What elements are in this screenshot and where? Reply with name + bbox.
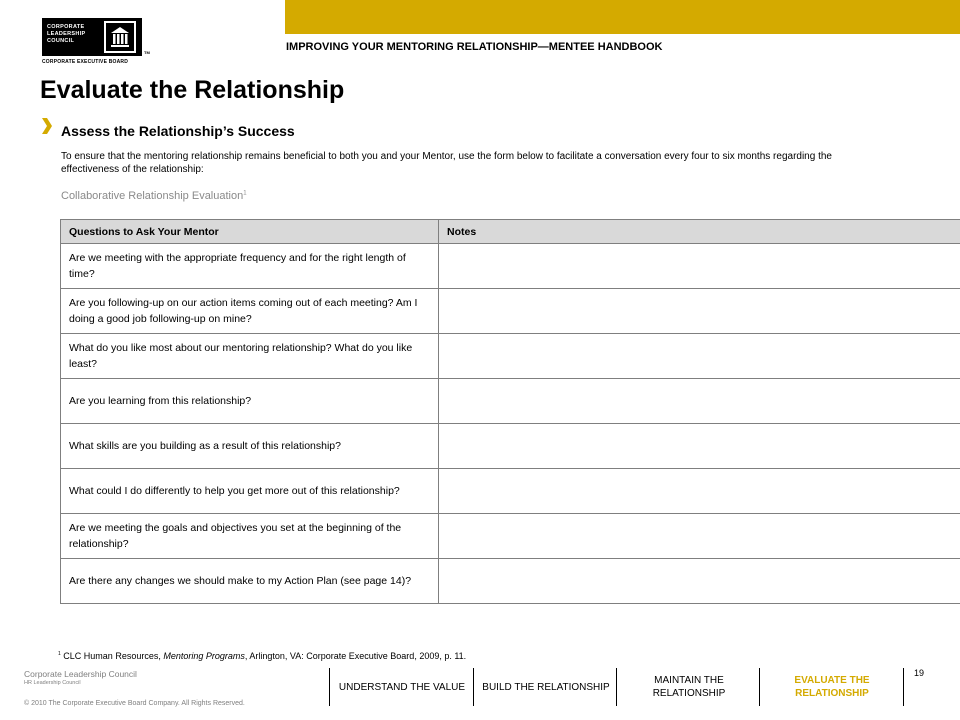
notes-cell[interactable]: [439, 289, 960, 334]
nav-maintain-the-relationship[interactable]: [616, 668, 761, 706]
logo-trademark: TM: [144, 50, 150, 55]
clc-logo: [42, 18, 152, 66]
footnote-prefix: CLC Human Resources,: [63, 651, 164, 661]
notes-cell[interactable]: [439, 334, 960, 379]
question-cell: Are we meeting the goals and objectives you set at the beginning of the relationship?: [61, 514, 439, 559]
chevron-right-icon: [40, 115, 54, 137]
logo-box: [42, 18, 142, 56]
footer-org-name: Corporate Leadership Council: [24, 669, 137, 679]
table-row: [61, 559, 960, 604]
question-cell: Are there any changes we should make to my Action Plan (see page 14)?: [61, 559, 439, 604]
evaluation-table: [60, 219, 960, 604]
logo-line: LEADERSHIP: [47, 31, 86, 37]
question-cell: What do you like most about our mentoring relationship? What do you like least?: [61, 334, 439, 379]
evaluation-title-text: Collaborative Relationship Evaluation: [61, 190, 244, 202]
table-row: [61, 424, 960, 469]
question-cell: Are you following-up on our action items coming out of each meeting? Am I doing a good job following-up on mine?: [61, 289, 439, 334]
section-title: Assess the Relationship’s Success: [61, 123, 295, 139]
logo-line: COUNCIL: [47, 38, 75, 44]
footnote: [58, 651, 466, 661]
notes-cell[interactable]: [439, 469, 960, 514]
nav-label: MAINTAIN THE RELATIONSHIP: [652, 675, 726, 699]
question-cell: Are you learning from this relationship?: [61, 379, 439, 424]
page-number: 19: [914, 668, 925, 678]
nav-label: UNDERSTAND THE VALUE: [338, 681, 466, 693]
nav-divider: [903, 668, 904, 706]
logo-line: CORPORATE: [47, 24, 85, 30]
notes-cell[interactable]: [439, 244, 960, 289]
notes-cell[interactable]: [439, 379, 960, 424]
table-row: [61, 514, 960, 559]
table-row: [61, 334, 960, 379]
header-accent-bar: [285, 0, 960, 34]
page-title: Evaluate the Relationship: [40, 76, 345, 104]
footnote-reference: 1: [243, 190, 247, 197]
nav-label: EVALUATE THE RELATIONSHIP: [794, 675, 870, 699]
table-header-row: [61, 220, 960, 244]
table-row: [61, 244, 960, 289]
footnote-mark: 1: [58, 651, 61, 657]
logo-text: [47, 24, 85, 45]
table-row: [61, 289, 960, 334]
building-icon: [104, 21, 136, 53]
copyright-notice: © 2010 The Corporate Executive Board Company. All Rights Reserved.: [24, 700, 245, 707]
question-cell: Are we meeting with the appropriate frequency and for the right length of time?: [61, 244, 439, 289]
column-header-questions: Questions to Ask Your Mentor: [61, 220, 439, 244]
intro-paragraph: To ensure that the mentoring relationship remains beneficial to both you and your Mentor, use the form below to facilitate a conversation every four to six months regarding the effectiveness of the relationship:: [61, 151, 832, 175]
table-row: [61, 379, 960, 424]
question-cell: What skills are you building as a result of this relationship?: [61, 424, 439, 469]
nav-evaluate-the-relationship[interactable]: [759, 668, 904, 706]
handbook-title: IMPROVING YOUR MENTORING RELATIONSHIP—MENTEE HANDBOOK: [286, 41, 663, 53]
notes-cell[interactable]: [439, 514, 960, 559]
nav-build-the-relationship[interactable]: [473, 668, 618, 706]
column-header-notes: Notes: [439, 220, 960, 244]
table-row: [61, 469, 960, 514]
nav-label: BUILD THE RELATIONSHIP: [482, 681, 610, 693]
nav-understand-the-value[interactable]: [329, 668, 474, 706]
notes-cell[interactable]: [439, 559, 960, 604]
logo-subtitle: CORPORATE EXECUTIVE BOARD: [42, 59, 129, 65]
evaluation-title: [61, 190, 247, 202]
question-cell: What could I do differently to help you get more out of this relationship?: [61, 469, 439, 514]
footnote-source-title: Mentoring Programs: [163, 651, 245, 661]
footnote-suffix: , Arlington, VA: Corporate Executive Board, 2009, p. 11.: [244, 651, 467, 661]
footer-sub-org: HR Leadership Council: [24, 680, 81, 686]
notes-cell[interactable]: [439, 424, 960, 469]
